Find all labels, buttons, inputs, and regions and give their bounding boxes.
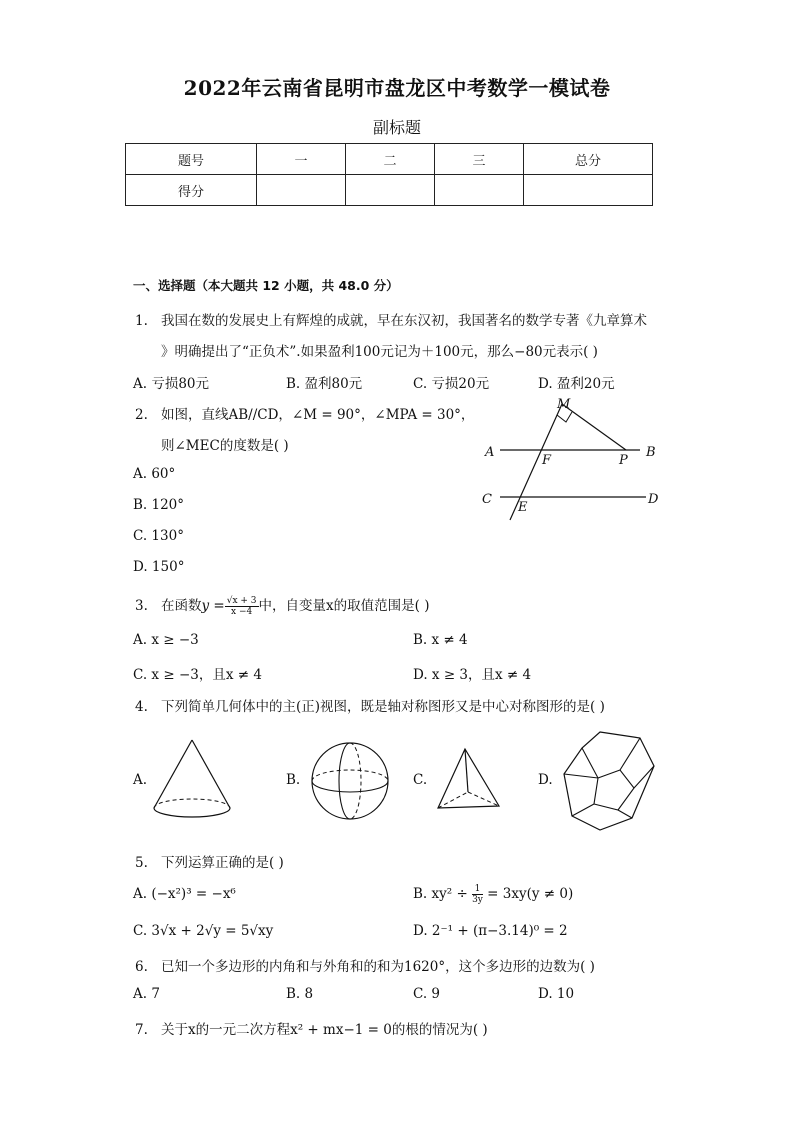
tetrahedron-figure [435, 746, 505, 812]
option-a: A. x ≥ −3 [133, 632, 199, 648]
option-c: C. 亏损20元 [413, 376, 490, 392]
fraction [225, 596, 259, 617]
table-cell [524, 175, 653, 206]
label-a: A [485, 445, 495, 460]
fraction-numerator: √x + 3 [226, 596, 257, 606]
fraction-denominator: 3y [472, 895, 483, 905]
question-text: 中，自变量x的取值范围是( ) [258, 598, 430, 614]
table-cell: 一 [257, 144, 346, 175]
table-row [126, 175, 653, 206]
table-cell [346, 175, 435, 206]
label-b: B [646, 445, 656, 460]
question-number: 6. [135, 959, 148, 975]
question-text: 下列运算正确的是( ) [161, 855, 284, 871]
option-c: C. 130° [133, 528, 184, 544]
option-b [413, 884, 573, 905]
fraction-denominator: x −4 [231, 607, 253, 617]
option-c: C. x ≥ −3，且x ≠ 4 [133, 667, 262, 683]
option-b: B. 盈利80元 [286, 376, 363, 392]
table-cell: 三 [435, 144, 524, 175]
option-a: A. 亏损80元 [133, 376, 210, 392]
label-f: F [542, 453, 552, 468]
option-d: D. [538, 772, 553, 788]
label-p: P [619, 453, 628, 468]
option-c: C. 9 [413, 986, 441, 1002]
option-d: D. 150° [133, 559, 185, 575]
option-d: D. 2⁻¹ + (π−3.14)⁰ = 2 [413, 923, 568, 939]
option-b: B. 8 [286, 986, 314, 1002]
label-e: E [518, 500, 528, 515]
option-a: A. 60° [133, 466, 176, 482]
option-b-text: B. xy² ÷ [413, 886, 473, 902]
question-1 [135, 309, 647, 329]
function-lhs: y = [201, 598, 225, 614]
table-cell: 总分 [524, 144, 653, 175]
fraction-numerator: 1 [472, 884, 483, 895]
table-cell: 二 [346, 144, 435, 175]
option-c: C. [413, 772, 428, 788]
label-d: D [648, 492, 659, 507]
question-3 [135, 594, 430, 617]
option-a: A. 7 [133, 986, 160, 1002]
table-cell: 题号 [126, 144, 257, 175]
question-5 [135, 851, 284, 871]
score-table [125, 143, 653, 206]
cone-figure [150, 738, 234, 822]
dodecahedron-figure [562, 730, 658, 834]
question-number: 5. [135, 855, 148, 871]
label-c: C [482, 492, 492, 507]
question-number: 3. [135, 598, 148, 614]
question-4 [135, 695, 605, 715]
exam-subtitle: 副标题 [372, 118, 421, 137]
question-number: 1. [135, 313, 148, 329]
question-text: 在函数 [161, 598, 202, 614]
exam-title: 2022年云南省昆明市盘龙区中考数学一模试卷 [183, 76, 611, 100]
question-7 [135, 1018, 488, 1038]
question-number: 2. [135, 407, 148, 423]
section-heading: 一、选择题（本大题共 12 小题，共 48.0 分） [133, 278, 399, 293]
option-b: B. [286, 772, 301, 788]
option-d: D. x ≥ 3，且x ≠ 4 [413, 667, 532, 683]
table-cell [435, 175, 524, 206]
option-b-tail: = 3xy(y ≠ 0) [482, 886, 574, 902]
question-text: 我国在数的发展史上有辉煌的成就，早在东汉初，我国著名的数学专著《九章算术 [161, 313, 647, 329]
option-c: C. 3√x + 2√y = 5√xy [133, 923, 274, 939]
parallel-lines-figure [478, 392, 668, 524]
table-row [126, 144, 653, 175]
question-6 [135, 955, 595, 975]
option-a: A. (−x²)³ = −x⁶ [133, 886, 236, 902]
question-2 [135, 403, 474, 423]
fraction [472, 884, 483, 905]
sphere-figure [309, 740, 391, 822]
table-cell: 得分 [126, 175, 257, 206]
question-number: 7. [135, 1022, 148, 1038]
table-cell [257, 175, 346, 206]
question-text: 关于x的一元二次方程x² + mx−1 = 0的根的情况为( ) [161, 1022, 488, 1038]
option-b: B. 120° [133, 497, 185, 513]
question-text: 如图，直线AB//CD，∠M = 90°，∠MPA = 30°， [161, 407, 475, 423]
option-d: D. 盈利20元 [538, 376, 615, 392]
question-number: 4. [135, 699, 148, 715]
question-text: 则∠MEC的度数是( ) [161, 438, 289, 454]
label-m: M [557, 397, 571, 412]
question-text: 下列简单几何体中的主(正)视图，既是轴对称图形又是中心对称图形的是( ) [161, 699, 605, 715]
option-b: B. x ≠ 4 [413, 632, 468, 648]
option-d: D. 10 [538, 986, 575, 1002]
option-a: A. [133, 772, 148, 788]
question-text: 》明确提出了“正负术”.如果盈利100元记为＋100元，那么−80元表示( ) [161, 344, 598, 360]
question-text: 已知一个多边形的内角和与外角和的和为1620°，这个多边形的边数为( ) [161, 959, 595, 975]
